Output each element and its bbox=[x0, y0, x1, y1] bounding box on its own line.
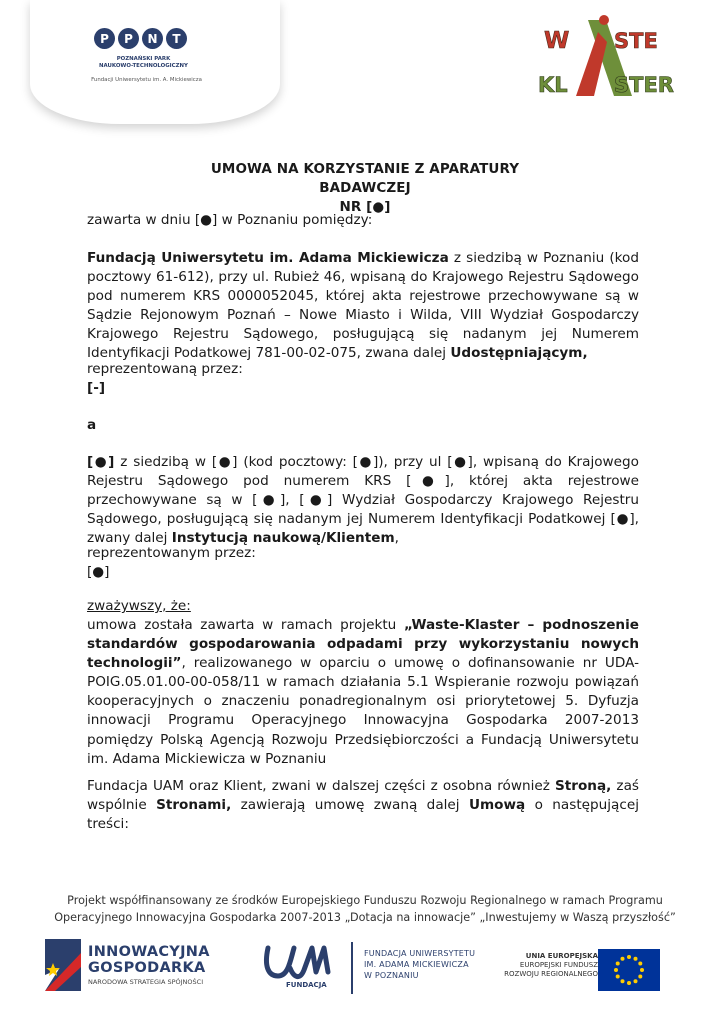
whereas-text2: , realizowanego w oparciu o umowę o dofinansowanie nr UDA-POIG.05.01.00-00-058/11 w ramach działania 5.1 Wspieranie rozwoju powiązań kooperacyjnych o znaczeniu ponadregionalnym osi priorytetowej 5. Dyfuzja innowacji Programu Operacyjnego Innowacyjna Gospodarka 2007-2013 pomiędzy Polską Agencją Rozwoju Przedsiębiorczości a Fundacją Uniwersytetu im. Adama Mickiewicza w Poznaniu bbox=[87, 655, 639, 767]
closing-paragraph bbox=[87, 777, 639, 834]
ig-title bbox=[88, 944, 210, 976]
party2-after-alias: , bbox=[394, 530, 399, 547]
party1-alias: Udostępniającym, bbox=[450, 345, 588, 362]
ig-line2: GOSPODARKA bbox=[88, 960, 206, 976]
and-word: a bbox=[87, 417, 97, 433]
ppnt-letter: P bbox=[94, 28, 115, 49]
closing-strona: Stroną, bbox=[554, 778, 612, 794]
closing-text3: zawierają umowę zwaną dalej bbox=[231, 797, 469, 814]
footer-divider bbox=[351, 942, 353, 994]
closing-text2: zaś wspólnie bbox=[87, 778, 639, 814]
innowacyjna-gospodarka-flag-icon bbox=[45, 939, 81, 991]
whereas-text1: umowa została zawarta w ramach projektu bbox=[87, 617, 404, 633]
fund-line1: FUNDACJA UNIWERSYTETU bbox=[364, 949, 476, 958]
ppnt-letter: T bbox=[166, 28, 187, 49]
closing-strony: Stronami, bbox=[156, 797, 232, 814]
intro-line: zawarta w dniu [●] w Poznaniu pomiędzy: bbox=[87, 212, 373, 228]
closing-text1: Fundacja UAM oraz Klient, zwani w dalszej części z osobna również bbox=[87, 778, 555, 794]
ppnt-letter: P bbox=[118, 28, 139, 49]
footer-logos bbox=[40, 938, 680, 998]
party1-text: z siedzibą w Poznaniu (kod pocztowy 61-612), przy ul. Rubież 46, wpisaną do Krajowego Rejestru Sądowego pod numerem KRS 0000052045, której akta rejestrowe przechowywane są w Sądzie Rejonowym Poznań – Nowe Miasto i Wilda, VIII Wydział Gospodarczy Krajowego Rejestru Sądowego, posługującą się nadanym jej Numerem Identyfikacji Podatkowej 781-00-02-075, zwana dalej bbox=[87, 250, 639, 362]
eu-text bbox=[492, 952, 598, 979]
party1-name: Fundacją Uniwersytetu im. Adama Mickiewicza bbox=[87, 250, 449, 266]
ppnt-subtitle: Fundacji Uniwersytetu im. A. Mickiewicza bbox=[91, 77, 202, 83]
party1-paragraph bbox=[87, 249, 639, 364]
party2-placeholder: [●] bbox=[87, 454, 115, 470]
footer-funding-note bbox=[40, 892, 690, 926]
closing-text4: o następującej treści: bbox=[87, 797, 639, 833]
eu-flag-icon bbox=[598, 949, 660, 991]
party2-rep-value: [●] bbox=[87, 564, 110, 580]
whereas-label: zważywszy, że: bbox=[87, 598, 191, 614]
ppnt-letter: N bbox=[142, 28, 163, 49]
title-line1: UMOWA NA KORZYSTANIE Z APARATURY BADAWCZEJ bbox=[210, 161, 520, 196]
logo-dot bbox=[599, 15, 609, 25]
closing-umowa: Umową bbox=[468, 797, 526, 814]
logo-stroke-red bbox=[576, 32, 607, 96]
party2-text: z siedzibą w [●] (kod pocztowy: [●]), przy ul [●], wpisaną do Krajowego Rejestru Sądowego pod numerem KRS [●], której akta rejestrowe przechowywane są w [●], [●] Wydział Gospodarczy Krajowego Rejestru Sądowego, posługującą się nadanym jej Numerem Identyfikacji Podatkowej [●], zwany dalej bbox=[87, 454, 639, 547]
footer-line2: Operacyjnego Innowacyjna Gospodarka 2007-2013 „Dotacja na innowacje” „Inwestujemy w Waszą przyszłość” bbox=[54, 911, 676, 924]
uam-label: FUNDACJA bbox=[286, 981, 327, 989]
fund-line3: W POZNANIU bbox=[364, 971, 419, 980]
ppnt-name bbox=[96, 56, 191, 70]
party1-rep-label: reprezentowaną przez: bbox=[87, 361, 243, 377]
eu-line2: EUROPEJSKI FUNDUSZ bbox=[519, 961, 598, 969]
party2-rep-label: reprezentowanym przez: bbox=[87, 545, 256, 561]
logo-ster: STER bbox=[614, 73, 674, 97]
fundacja-uam-text bbox=[364, 948, 475, 981]
ig-line1: INNOWACYJNA bbox=[88, 944, 210, 960]
ppnt-name-line2: NAUKOWO-TECHNOLOGICZNY bbox=[99, 63, 188, 69]
fund-line2: IM. ADAMA MICKIEWICZA bbox=[364, 960, 469, 969]
logo-w: W bbox=[544, 28, 570, 54]
project-name: „Waste-Klaster – podnoszenie standardów gospodarowania odpadami przy wykorzystaniu nowych technologii” bbox=[87, 617, 639, 672]
ppnt-name-line1: POZNAŃSKI PARK bbox=[116, 56, 171, 62]
logo-ste: STE bbox=[614, 29, 658, 53]
party1-rep-value: [-] bbox=[87, 380, 106, 396]
party2-paragraph bbox=[87, 453, 639, 548]
footer-line1: Projekt współfinansowany ze środków Europejskiego Funduszu Rozwoju Regionalnego w ramach Programu bbox=[67, 894, 663, 907]
eu-line1: UNIA EUROPEJSKA bbox=[525, 952, 598, 960]
eu-line3: ROZWOJU REGIONALNEGO bbox=[504, 970, 598, 978]
waste-klaster-logo bbox=[528, 12, 678, 102]
ppnt-logo bbox=[94, 28, 187, 49]
logo-kl: KL bbox=[538, 73, 568, 97]
whereas-paragraph bbox=[87, 616, 639, 769]
ig-subtitle: NARODOWA STRATEGIA SPÓJNOŚCI bbox=[88, 978, 204, 986]
title-line2: NR [●] bbox=[339, 199, 391, 215]
party2-alias: Instytucją naukową/Klientem bbox=[171, 530, 395, 547]
document-title bbox=[180, 160, 550, 217]
